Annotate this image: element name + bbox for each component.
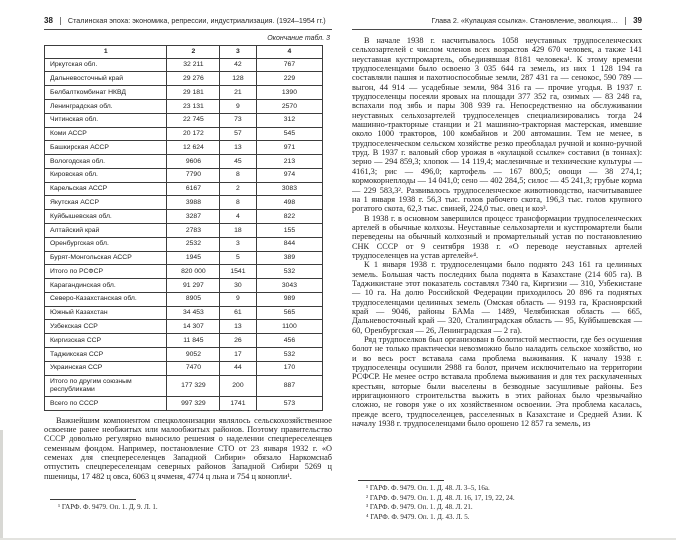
- value-cell: 73: [220, 113, 256, 127]
- value-cell: 29 276: [167, 72, 220, 86]
- value-cell: 887: [256, 375, 323, 396]
- value-cell: 820 000: [167, 265, 220, 279]
- region-cell: Карагандинская обл.: [45, 279, 167, 293]
- region-cell: Белбалткомбинат НКВД: [45, 86, 167, 100]
- region-cell: Киргизская ССР: [45, 334, 167, 348]
- value-cell: 456: [256, 334, 323, 348]
- region-cell: Ленинградская обл.: [45, 99, 167, 113]
- value-cell: 2: [220, 182, 256, 196]
- value-cell: 170: [256, 361, 323, 375]
- value-cell: 177 329: [167, 375, 220, 396]
- region-cell: Всего по СССР: [45, 396, 167, 410]
- region-cell: Карельская АССР: [45, 182, 167, 196]
- value-cell: 30: [220, 279, 256, 293]
- footnote: ³ ГАРФ. Ф. 9479. Оп. 1. Д. 48. Л. 21.: [366, 503, 473, 511]
- table-row: [45, 306, 323, 320]
- value-cell: 2532: [167, 237, 220, 251]
- value-cell: 213: [256, 155, 323, 169]
- value-cell: 23 131: [167, 99, 220, 113]
- table-body: [45, 58, 323, 410]
- left-body-text: [44, 416, 332, 481]
- table-row: [45, 155, 323, 169]
- region-cell: Коми АССР: [45, 127, 167, 141]
- table-row: [45, 182, 323, 196]
- scan-edge: [0, 430, 3, 540]
- value-cell: 200: [220, 375, 256, 396]
- value-cell: 545: [256, 127, 323, 141]
- footnote: ¹ ГАРФ. Ф. 9479. Оп. 1. Д. 9. Л. 1.: [58, 502, 158, 511]
- running-head-divider: [60, 17, 61, 25]
- table-caption: Окончание табл. 3: [267, 35, 330, 42]
- page-right: [352, 0, 642, 540]
- value-cell: 971: [256, 141, 323, 155]
- value-cell: 997 329: [167, 396, 220, 410]
- value-cell: 312: [256, 113, 323, 127]
- running-head-title: Глава 2. «Кулацкая ссылка». Становление, эволюция…: [431, 16, 619, 25]
- paragraph: В начале 1938 г. насчитывалось 1058 неуставных трудпоселенческих сельхозартелей с числом членов всех возрастов 429 670 человек, а также 141 неуставная кустпромартель, объединявшая 8181 человека¹. К этому времени трудпоселенцами было освоено 3 035 644 га земель, из них 1 128 194 га составляли пашня и пахотноспособные земли, 287 431 га — сенокос, 590 789 — выгон, 44 914 — усадебные земли, 984 316 га — прочие угодья. В 1937 г. трудпоселенцы посеяли яровых на площади 377 352 га, озимых — 83 248 га, вспахали под зябь и пары 308 939 га. Непосредственно на обслуживании неуставных сельхозартелей трудпоселенцев специализировались тогда 24 машинно-тракторные станции и 21 машинно-тракторная мастерская, имевшие около 1000 тракторов, 100 комбайнов и 200 автомашин. Тем не менее, в трудпоселенческом сельском хозяйстве резко преобладал ручной и конно-ручной труд. В 1937 г. валовый сбор урожая в «кулацкой ссылке» составил (в тоннах): зерно — 294 859,3; хлопок — 14 119,4; масленичные и технические культуры — 4161,3; рис — 496,0; картофель — 167 800,5; овощи — 38 274,1; кормокорнеплоды — 14 041,0; сено — 402 284,5; силос — 45 241,3; грубые корма — 229 583,3². Развивалось трудпоселенческое животноводство, насчитывавшее на 1 января 1938 г. 56,3 тыс. голов рабочего скота, 196,3 тыс. голов крупного рогатого скота, 62,3 тыс. свиней, 224,0 тыс. овец и коз³.: [352, 36, 642, 214]
- value-cell: 1741: [220, 396, 256, 410]
- table-row: [45, 279, 323, 293]
- value-cell: 3043: [256, 279, 323, 293]
- value-cell: 3: [220, 237, 256, 251]
- page-number: 38: [44, 16, 53, 25]
- table-row: [45, 396, 323, 410]
- table-row: [45, 127, 323, 141]
- page-number: 39: [633, 16, 642, 25]
- value-cell: 45: [220, 155, 256, 169]
- value-cell: 22 745: [167, 113, 220, 127]
- table-header-cell: 3: [220, 46, 256, 59]
- table-header-cell: 1: [45, 46, 167, 59]
- value-cell: 1945: [167, 251, 220, 265]
- table-row: [45, 320, 323, 334]
- value-cell: 573: [256, 396, 323, 410]
- region-cell: Таджикская ССР: [45, 348, 167, 362]
- table-header-row: [45, 46, 323, 59]
- value-cell: 44: [220, 361, 256, 375]
- running-head-left: [44, 0, 332, 30]
- region-cell: Читинская обл.: [45, 113, 167, 127]
- value-cell: 844: [256, 237, 323, 251]
- value-cell: 61: [220, 306, 256, 320]
- value-cell: 9052: [167, 348, 220, 362]
- footnote: ² ГАРФ. Ф. 9479. Оп. 1. Д. 48. Л. 16, 17, 19, 22, 24.: [366, 493, 515, 502]
- page-left: [44, 0, 332, 540]
- value-cell: 3988: [167, 196, 220, 210]
- value-cell: 57: [220, 127, 256, 141]
- value-cell: 5: [220, 251, 256, 265]
- table-row: [45, 223, 323, 237]
- value-cell: 14 307: [167, 320, 220, 334]
- region-cell: Итого по другим союзным республиками: [45, 375, 167, 396]
- value-cell: 7790: [167, 168, 220, 182]
- value-cell: 1100: [256, 320, 323, 334]
- region-cell: Кировская обл.: [45, 168, 167, 182]
- region-cell: Якутская АССР: [45, 196, 167, 210]
- value-cell: 8: [220, 168, 256, 182]
- left-footnotes: [44, 499, 332, 513]
- table-row: [45, 361, 323, 375]
- value-cell: 2570: [256, 99, 323, 113]
- table-row: [45, 113, 323, 127]
- value-cell: 532: [256, 348, 323, 362]
- region-cell: Вологодская обл.: [45, 155, 167, 169]
- running-head-right: [352, 0, 642, 30]
- value-cell: 8905: [167, 292, 220, 306]
- table-row: [45, 141, 323, 155]
- value-cell: 11 845: [167, 334, 220, 348]
- value-cell: 9: [220, 292, 256, 306]
- value-cell: 974: [256, 168, 323, 182]
- value-cell: 1541: [220, 265, 256, 279]
- table-row: [45, 375, 323, 396]
- region-cell: Южный Казахстан: [45, 306, 167, 320]
- value-cell: 13: [220, 320, 256, 334]
- footnote: ¹ ГАРФ. Ф. 9479. Оп. 1. Д. 48. Л. 3–5, 16а.: [366, 484, 490, 492]
- value-cell: 822: [256, 210, 323, 224]
- value-cell: 532: [256, 265, 323, 279]
- running-head-title: Сталинская эпоха: экономика, репрессии, индустриализация. (1924–1954 гг.): [67, 16, 326, 25]
- footnote-rule: [358, 480, 444, 481]
- value-cell: 20 172: [167, 127, 220, 141]
- value-cell: 29 181: [167, 86, 220, 100]
- region-cell: Узбекская ССР: [45, 320, 167, 334]
- value-cell: 9606: [167, 155, 220, 169]
- table-header-cell: 4: [256, 46, 323, 59]
- table-row: [45, 251, 323, 265]
- value-cell: 26: [220, 334, 256, 348]
- table-row: [45, 348, 323, 362]
- value-cell: 34 453: [167, 306, 220, 320]
- table-row: [45, 196, 323, 210]
- table-row: [45, 72, 323, 86]
- value-cell: 21: [220, 86, 256, 100]
- running-head-divider: [625, 17, 626, 25]
- table-row: [45, 237, 323, 251]
- value-cell: 155: [256, 223, 323, 237]
- table-row: [45, 58, 323, 72]
- region-cell: Иркутская обл.: [45, 58, 167, 72]
- value-cell: 91 297: [167, 279, 220, 293]
- table-row: [45, 86, 323, 100]
- footnote: ⁴ ГАРФ. Ф. 9479. Оп. 1. Д. 43. Л. 5.: [366, 512, 470, 521]
- value-cell: 767: [256, 58, 323, 72]
- table-row: [45, 334, 323, 348]
- value-cell: 128: [220, 72, 256, 86]
- value-cell: 229: [256, 72, 323, 86]
- right-footnotes: [352, 480, 642, 522]
- region-cell: Итого по РСФСР: [45, 265, 167, 279]
- paragraph: Важнейшим компонентом спецколонизации являлось сельскохозяйственное освоение ранее необжитых или малообжитых районов. Поэтому правительство СССР довольно регулярно выносило решения о наделении спецпереселенцев семенным фондом. Например, постановление СТО от 23 января 1932 г. «О семенах для спецпереселенцев Западной Сибири» обязало Наркомснаб отпустить спецпереселенцам северных районов Западной Сибири 5269 ц пшеницы, 17 482 ц овса, 6063 ц ячменя, 4774 ц льна и 754 ц конопли¹.: [44, 415, 332, 481]
- value-cell: 13: [220, 141, 256, 155]
- value-cell: 3287: [167, 210, 220, 224]
- table-row: [45, 210, 323, 224]
- value-cell: 989: [256, 292, 323, 306]
- region-cell: Оренбургская обл.: [45, 237, 167, 251]
- value-cell: 4: [220, 210, 256, 224]
- footnote-rule: [50, 499, 136, 500]
- value-cell: 9: [220, 99, 256, 113]
- value-cell: 389: [256, 251, 323, 265]
- region-cell: Куйбышевская обл.: [45, 210, 167, 224]
- region-cell: Алтайский край: [45, 223, 167, 237]
- table-row: [45, 292, 323, 306]
- region-cell: Башкирская АССР: [45, 141, 167, 155]
- region-cell: Дальневосточный край: [45, 72, 167, 86]
- value-cell: 17: [220, 348, 256, 362]
- region-cell: Украинская ССР: [45, 361, 167, 375]
- value-cell: 42: [220, 58, 256, 72]
- value-cell: 8: [220, 196, 256, 210]
- table-header-cell: 2: [167, 46, 220, 59]
- value-cell: 565: [256, 306, 323, 320]
- settlers-table: [44, 45, 323, 411]
- value-cell: 32 211: [167, 58, 220, 72]
- paragraph: К 1 января 1938 г. трудпоселенцами было поднято 243 161 га целинных земель. Большая часть последних была поднята в Казахстане (214 605 га). В Таджикистане этот показатель составлял 7340 га, Киргизии — 310, Узбекистане — 10 га. На долю Российской Федерации приходилось 20 896 га поднятых трудпоселенцами целинных земель (Омская область — 9193 га, Красноярский край — 9046, районы БАМа — 1489, Челябинская область — 665, Дальневосточный край — 320, Сталинградская область — 95, Куйбышевская — 60, Оренбургская — 26, Ленинградская — 2 га).: [352, 260, 642, 335]
- value-cell: 6167: [167, 182, 220, 196]
- value-cell: 7470: [167, 361, 220, 375]
- value-cell: 12 624: [167, 141, 220, 155]
- region-cell: Северо-Казахстанская обл.: [45, 292, 167, 306]
- value-cell: 18: [220, 223, 256, 237]
- right-body-text: [352, 36, 642, 428]
- table-row: [45, 265, 323, 279]
- value-cell: 3083: [256, 182, 323, 196]
- table-row: [45, 168, 323, 182]
- value-cell: 498: [256, 196, 323, 210]
- paragraph: Ряд трудпоселков был организован в болотистой местности, где без осушения болот не только практически невозможно было наладить сельское хозяйство, но и во весь рост вставала сама проблема выживания. К началу 1938 г. трудпоселенцы осушили 2988 га болот, причем исключительно на территории РСФСР. Не менее остро вставала проблема выживания и для тех раскулаченных крестьян, которые были выселены в безводные засушливые районы. Без ирригационного строительства выжить в этих районах было чрезвычайно сложно, не говоря уже о их хозяйственном освоении. Эта проблема касалась, прежде всего, трудпоселенцев, расселенных в Казахстане и Средней Азии. К началу 1938 г. трудпоселенцами было орошено 12 857 га земель, из: [352, 335, 642, 429]
- paragraph: В 1938 г. в основном завершился процесс трансформации трудпоселенческих артелей в обычные колхозы. Неуставные сельхозартели и кустпромартели были переведены на обычный колхозный и промартельный устав по постановлению СНК СССР от 9 сентября 1938 г. «О переводе неуставных артелей трудпоселенцев на устав артелей»⁴.: [352, 213, 642, 260]
- table-row: [45, 99, 323, 113]
- value-cell: 2783: [167, 223, 220, 237]
- value-cell: 1390: [256, 86, 323, 100]
- region-cell: Бурят-Монгольская АССР: [45, 251, 167, 265]
